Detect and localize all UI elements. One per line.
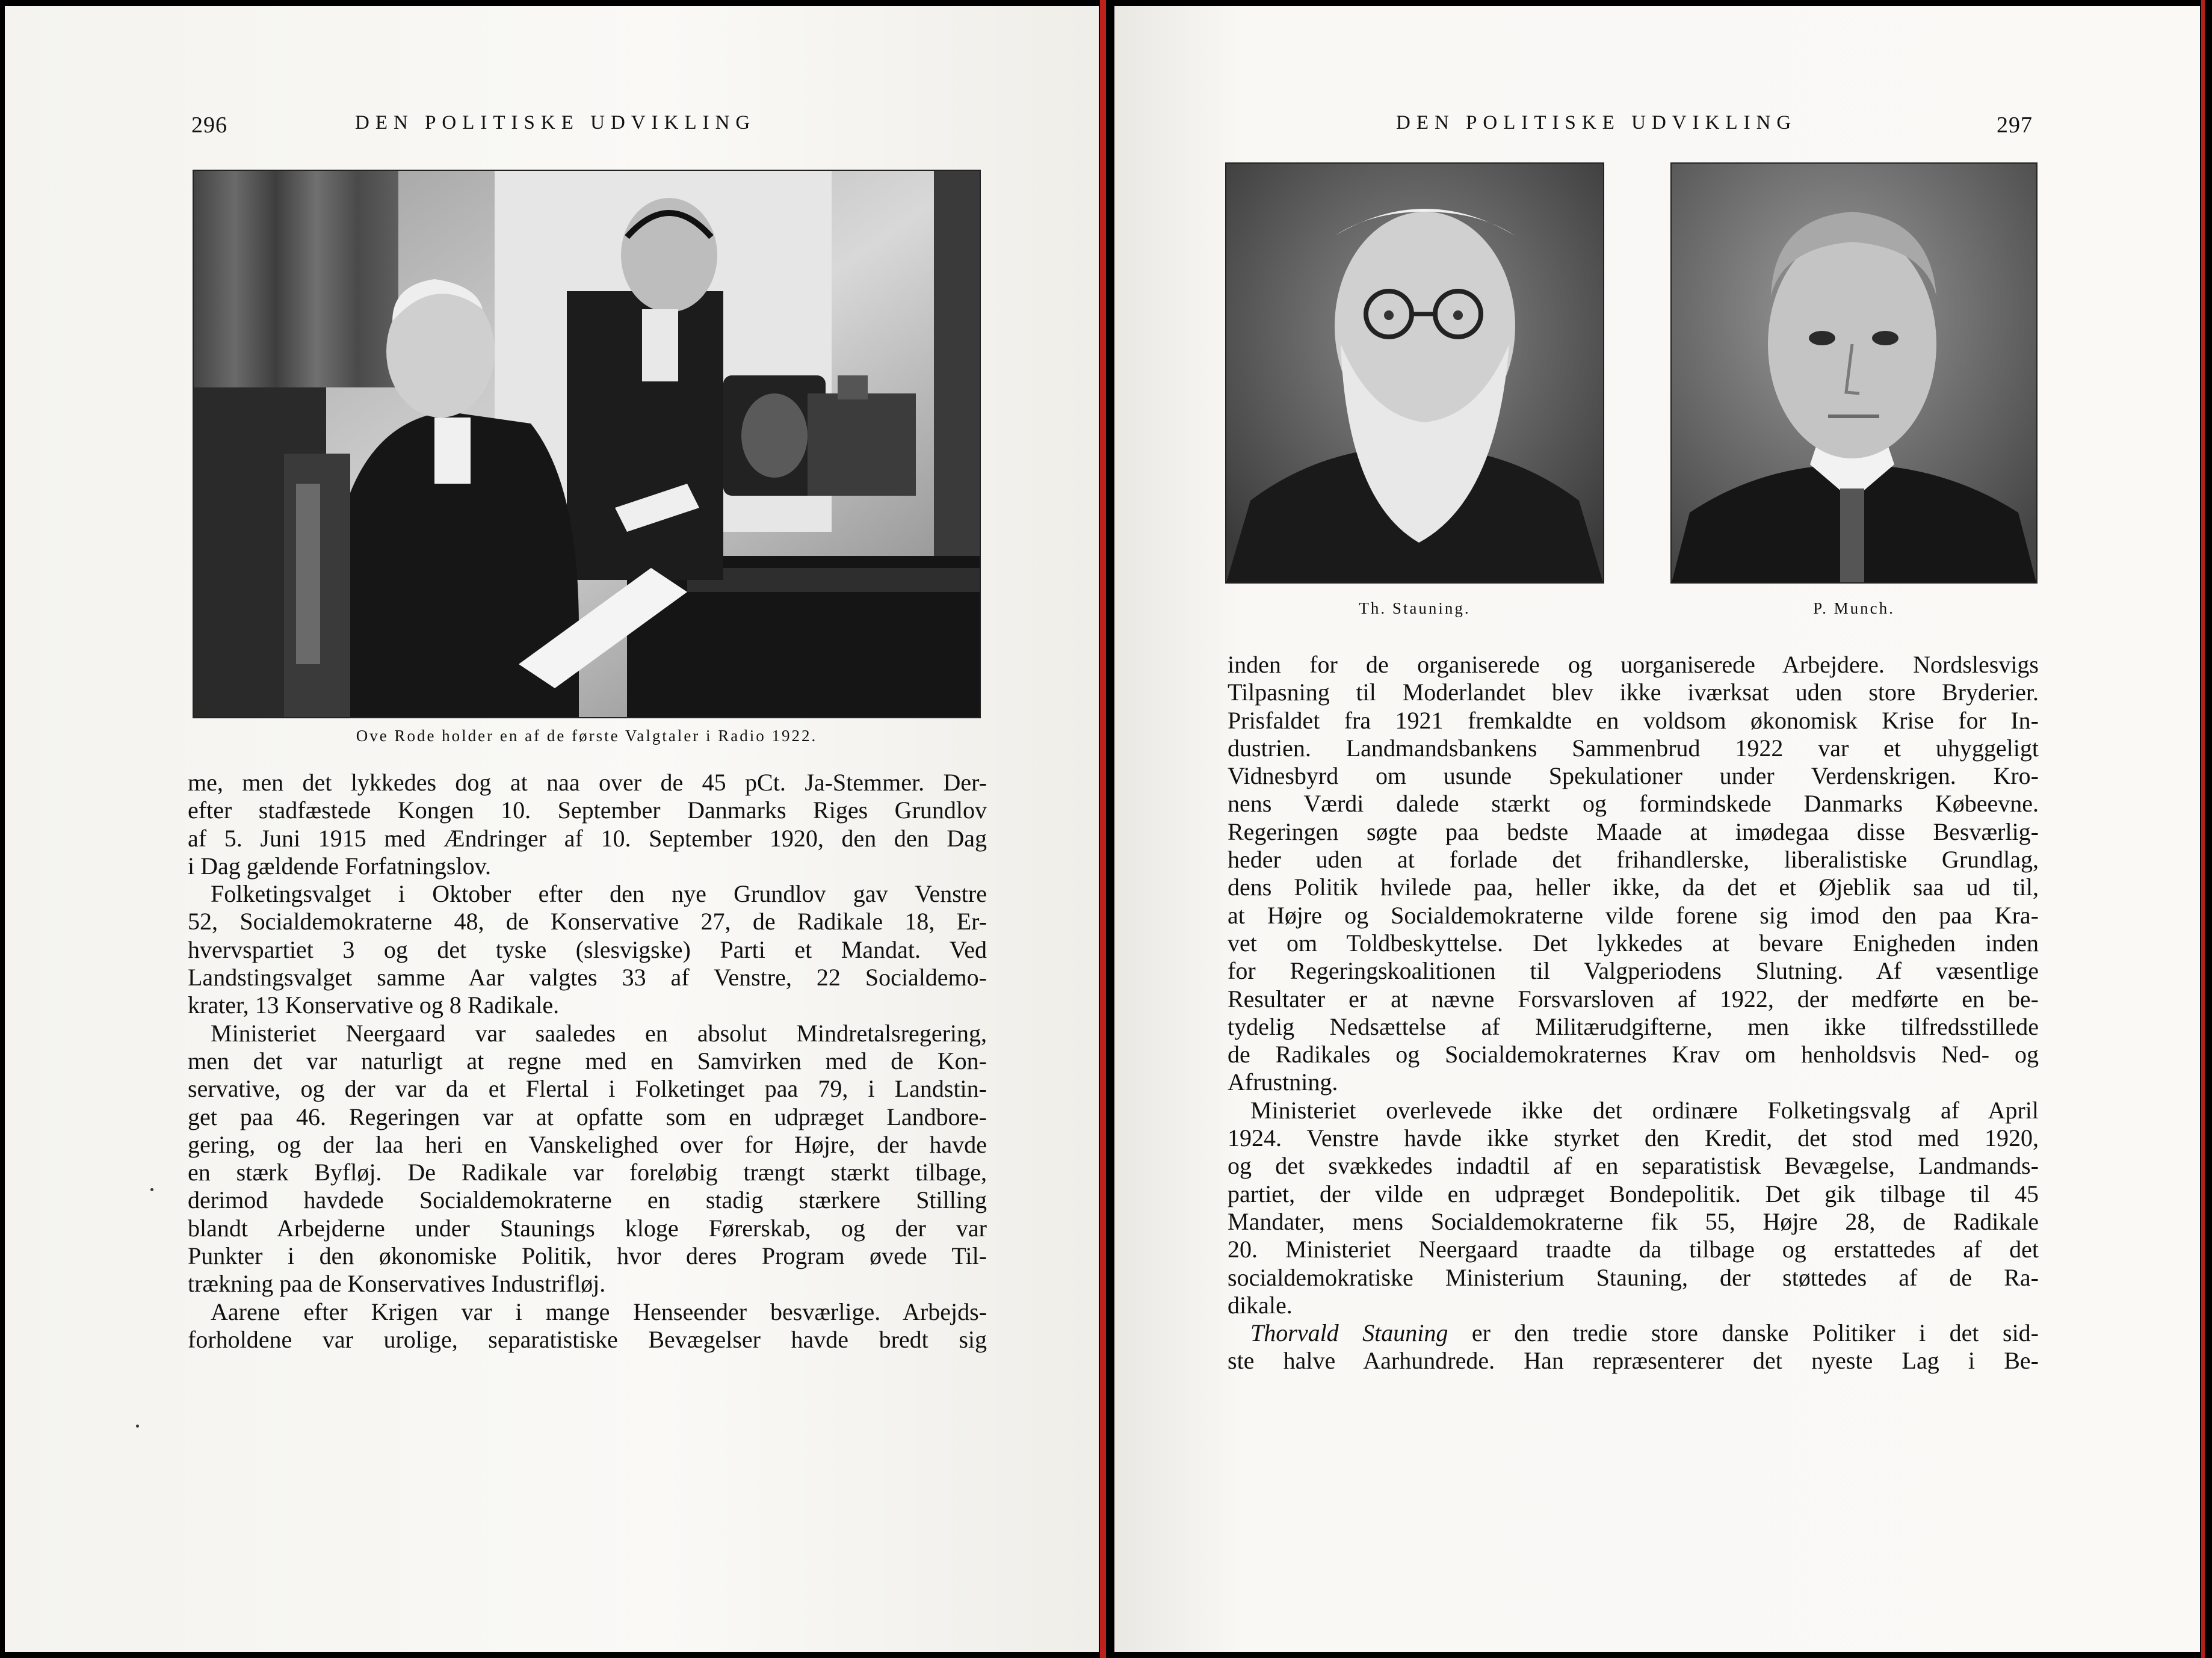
text-line: inden for de organiserede og uorganiserede Arbejdere. Nordslesvigs (1228, 651, 2039, 678)
portrait-munch (1670, 162, 2037, 584)
text-line: Ministeriet Neergaard var saaledes en absolut Mindretalsregering, (211, 1019, 987, 1047)
text-fragment: er den tredie store danske Politiker i det sid- (1448, 1319, 2039, 1347)
text-line: de Radikales og Socialdemokraternes Krav om henholdsvis Ned- og (1228, 1041, 2039, 1068)
text-line: get paa 46. Regeringen var at opfatte som en udpræget Landbore- (188, 1103, 987, 1130)
page-number: 296 (191, 112, 227, 138)
text-line: me, men det lykkedes dog at naa over de 45 pCt. Ja-Stemmer. Der- (188, 769, 987, 796)
page-number: 297 (1997, 112, 2033, 138)
text-line: vet om Toldbeskyttelse. Det lykkedes at bevare Enigheden inden (1228, 929, 2039, 957)
text-line: forholdene var urolige, separatistiske Bevægelser havde bredt sig (188, 1325, 987, 1353)
text-line: Punkter i den økonomiske Politik, hvor deres Program øvede Til- (188, 1242, 987, 1270)
portrait-caption: Th. Stauning. (1359, 599, 1471, 617)
text-line: partiet, der vilde en udpræget Bondepolitik. Det gik tilbage til 45 (1228, 1180, 2039, 1207)
text-line: heder uden at forlade det frihandlerske, liberalistiske Grundlag, (1228, 846, 2039, 874)
text-line: Mandater, mens Socialdemokraterne fik 55, Højre 28, de Radikale (1228, 1207, 2039, 1235)
text-line: Vidnesbyrd om usunde Spekulationer under Verdenskrigen. Kro- (1228, 762, 2039, 790)
text-line: blandt Arbejderne under Staunings kloge Førerskab, og der var (188, 1214, 987, 1242)
text-line: krater, 13 Konservative og 8 Radikale. (188, 991, 560, 1019)
text-line: Landstingsvalget samme Aar valgtes 33 af Venstre, 22 Socialdemo- (188, 964, 987, 991)
text-line: tydelig Nedsættelse af Militærudgifterne, men ikke tilfredsstillede (1228, 1012, 2039, 1040)
text-line: socialdemokratiske Ministerium Stauning, der støttedes af de Ra- (1228, 1263, 2039, 1291)
text-line: nens Værdi dalede stærkt og formindskede Danmarks Købeevne. (1228, 790, 2039, 818)
running-head: DEN POLITISKE UDVIKLING (1396, 112, 1797, 134)
left-body-text (188, 769, 987, 1354)
text-line: efter stadfæstede Kongen 10. September Danmarks Riges Grundlov (188, 797, 987, 824)
text-line: gering, og der laa heri en Vanskelighed over for Højre, der havde (188, 1130, 987, 1158)
page-edge (1100, 0, 1106, 1658)
page-edge (2201, 0, 2205, 1658)
right-body-text (1228, 651, 2039, 1375)
text-line: dustrien. Landmandsbankens Sammenbrud 1922 var et uhyggeligt (1228, 734, 2039, 762)
text-line: ste halve Aarhundrede. Han repræsenterer det nyeste Lag i Be- (1228, 1347, 2039, 1375)
text-line: Ministeriet overlevede ikke det ordinære Folketingsvalg af April (1250, 1096, 2039, 1124)
text-line: at Højre og Socialdemokraterne vilde forene sig imod den paa Kra- (1228, 901, 2039, 929)
photo-radio-speech (193, 170, 981, 718)
speck (150, 1188, 153, 1191)
speck (136, 1425, 139, 1428)
text-line: en stærk Byfløj. De Radikale var foreløbig trængt stærkt tilbage, (188, 1159, 987, 1186)
text-line: Resultater er at nævne Forsvarsloven af 1922, der medførte en be- (1228, 985, 2039, 1012)
text-line: Tilpasning til Moderlandet blev ikke iværksat uden store Bryderier. (1228, 679, 2039, 706)
text-line: servative, og der var da et Flertal i Folketinget paa 79, i Landstin- (188, 1075, 987, 1103)
text-line: dikale. (1228, 1291, 1293, 1319)
text-line: 20. Ministeriet Neergaard traadte da tilbage og erstattedes af det (1228, 1236, 2039, 1263)
portrait-caption: P. Munch. (1813, 599, 1895, 617)
text-line: Folketingsvalget i Oktober efter den nye Grundlov gav Venstre (211, 880, 987, 908)
text-line (1228, 1319, 2039, 1347)
text-line: af 5. Juni 1915 med Ændringer af 10. September 1920, den den Dag (188, 824, 987, 852)
text-line: dens Politik hvilede paa, heller ikke, da det et Øjeblik saa ud til, (1228, 874, 2039, 901)
photo-caption: Ove Rode holder en af de første Valgtaler i Radio 1922. (356, 727, 818, 745)
text-line: Aarene efter Krigen var i mange Henseender besværlige. Arbejds- (211, 1298, 987, 1325)
text-line: trækning paa de Konservatives Industrifløj. (188, 1270, 606, 1298)
text-line: hvervspartiet 3 og det tyske (slesvigske) Parti et Mandat. Ved (188, 935, 987, 963)
text-line: men det var naturligt at regne med en Samvirken med de Kon- (188, 1047, 987, 1074)
portrait-stauning (1225, 162, 1604, 584)
text-line: 52, Socialdemokraterne 48, de Konservative 27, de Radikale 18, Er- (188, 908, 987, 935)
text-line: i Dag gældende Forfatningslov. (188, 852, 492, 880)
text-line: Regeringen søgte paa bedste Maade at imødegaa disse Besværlig- (1228, 818, 2039, 845)
text-line: Afrustning. (1228, 1068, 1338, 1096)
text-line: derimod havdede Socialdemokraterne en stadig stærkere Stilling (188, 1186, 987, 1214)
text-line: Prisfaldet fra 1921 fremkaldte en voldsom økonomisk Krise for In- (1228, 706, 2039, 734)
italic-name: Thorvald Stauning (1250, 1319, 1448, 1347)
text-line: 1924. Venstre havde ikke styrket den Kredit, det stod med 1920, (1228, 1124, 2039, 1152)
text-line: og det svækkedes indadtil af en separatistisk Bevægelse, Landmands- (1228, 1152, 2039, 1180)
running-head: DEN POLITISKE UDVIKLING (355, 112, 756, 134)
text-line: for Regeringskoalitionen til Valgperiodens Slutning. Af væsentlige (1228, 957, 2039, 985)
